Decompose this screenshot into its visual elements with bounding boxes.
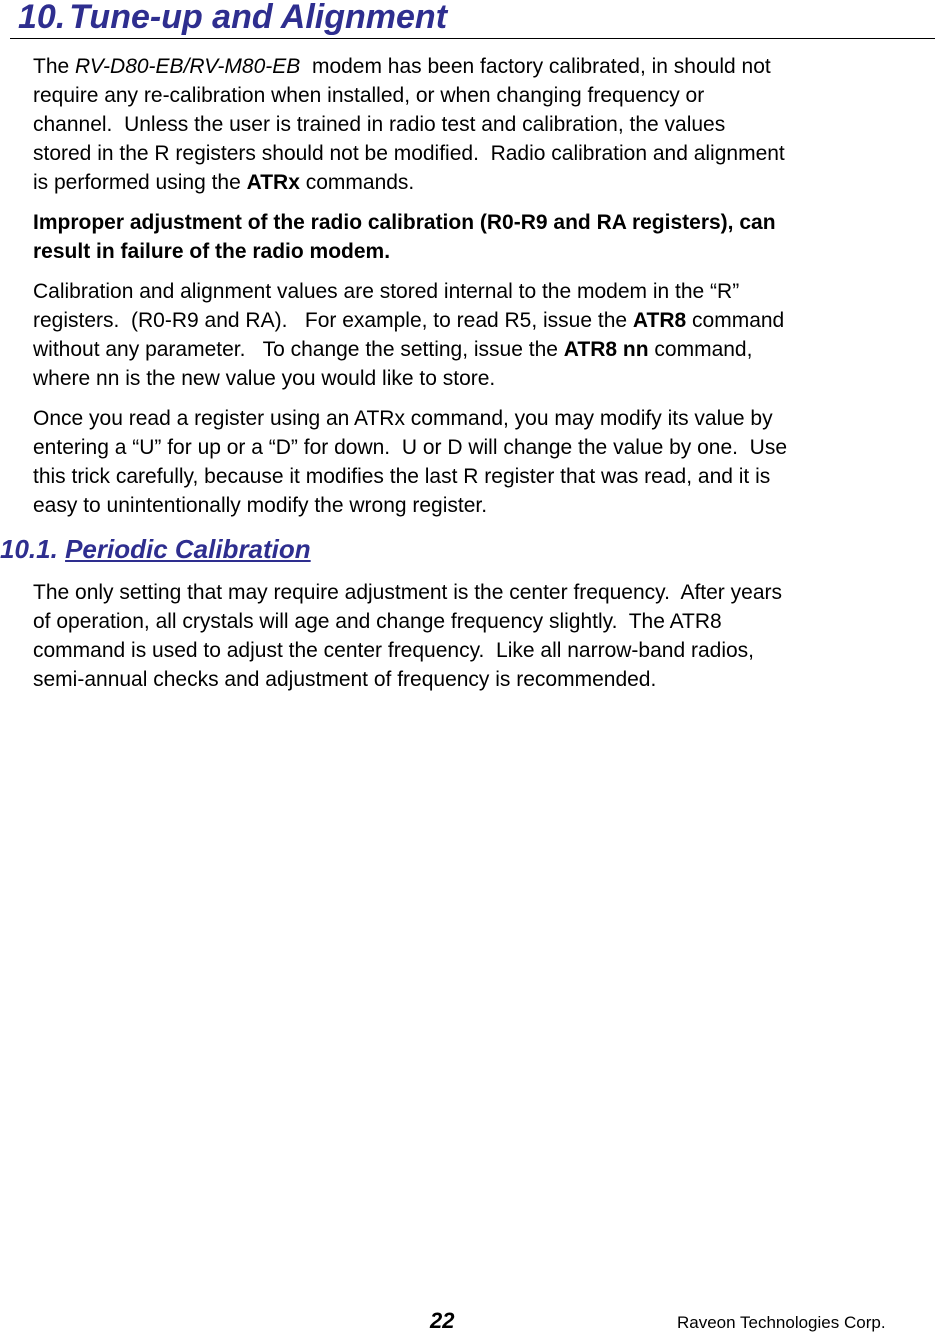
section-heading xyxy=(18,0,447,34)
modify-line-4: easy to unintentionally modify the wrong register. xyxy=(33,494,488,517)
page-number: 22 xyxy=(430,1308,455,1333)
intro-line-2: require any re-calibration when installed, or when changing frequency or xyxy=(33,84,705,107)
modify-line-2: entering a “U” for up or a “D” for down. U or D will change the value by one. Use xyxy=(33,436,788,459)
intro-line-3: channel. Unless the user is trained in radio test and calibration, the values xyxy=(33,113,726,136)
intro-line-1 xyxy=(33,52,931,81)
calibration-paragraph xyxy=(33,277,931,399)
calibration-line-4: where nn is the new value you would like to store. xyxy=(33,367,496,390)
intro-prefix: The xyxy=(33,55,76,78)
intro-line-1-rest: modem has been factory calibrated, in should not xyxy=(300,55,771,78)
intro-paragraph xyxy=(33,52,931,203)
model-name: RV-D80-EB/RV-M80-EB xyxy=(75,55,301,78)
atrx-command: ATRx xyxy=(246,171,300,194)
calibration-line-3-suffix: command, xyxy=(648,338,753,361)
calibration-line-1: Calibration and alignment values are stored internal to the modem in the “R” xyxy=(33,280,740,303)
warning-paragraph xyxy=(33,208,931,272)
periodic-line-4: semi-annual checks and adjustment of frequency is recommended. xyxy=(33,668,657,691)
periodic-paragraph xyxy=(33,578,931,700)
section-title: Tune-up and Alignment xyxy=(69,0,448,36)
atr8-command: ATR8 xyxy=(632,309,687,332)
calibration-line-2-suffix: command xyxy=(686,309,785,332)
section-number: 10. xyxy=(18,0,66,36)
subsection-number: 10.1. xyxy=(0,534,58,564)
calibration-line-2 xyxy=(33,306,931,335)
intro-line-4: stored in the R registers should not be modified. Radio calibration and alignment xyxy=(33,142,785,165)
modify-line-1: Once you read a register using an ATRx command, you may modify its value by xyxy=(33,407,773,430)
calibration-line-3-prefix: without any parameter. To change the setting, issue the xyxy=(33,338,564,361)
atr8-nn-command: ATR8 nn xyxy=(563,338,649,361)
modify-line-3: this trick carefully, because it modifies the last R register that was read, and it is xyxy=(33,465,771,488)
periodic-line-1: The only setting that may require adjustment is the center frequency. After years xyxy=(33,581,782,604)
warning-line-2: result in failure of the radio modem. xyxy=(33,240,391,263)
warning-line-1: Improper adjustment of the radio calibration (R0-R9 and RA registers), can xyxy=(33,211,776,234)
subsection-heading xyxy=(0,533,311,565)
intro-line-5 xyxy=(33,168,931,197)
calibration-line-2-prefix: registers. (R0-R9 and RA). For example, to read R5, issue the xyxy=(33,309,633,332)
periodic-line-2: of operation, all crystals will age and change frequency slightly. The ATR8 xyxy=(33,610,722,633)
company-name: Raveon Technologies Corp. xyxy=(677,1313,886,1332)
subsection-title: Periodic Calibration xyxy=(65,534,311,564)
intro-line-5-prefix: is performed using the xyxy=(33,171,247,194)
intro-line-5-suffix: commands. xyxy=(299,171,415,194)
heading-divider xyxy=(10,38,935,39)
calibration-line-3 xyxy=(33,335,931,364)
periodic-line-3: command is used to adjust the center frequency. Like all narrow-band radios, xyxy=(33,639,754,662)
modify-paragraph xyxy=(33,404,931,526)
